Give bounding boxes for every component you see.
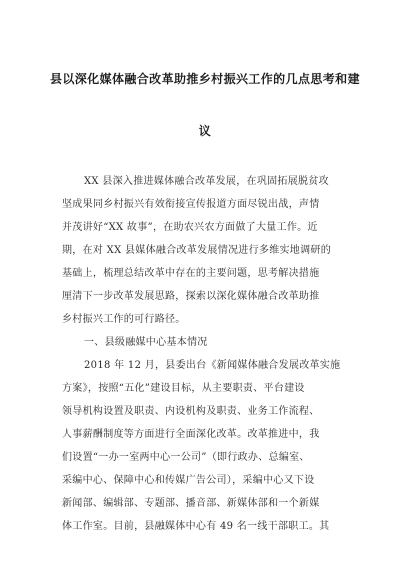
paragraph-line: 厘清下一步改革发展思路，探索以深化媒体融合改革助推 — [62, 291, 320, 302]
document-title-line-1: 县以深化媒体融合改革助推乡村振兴工作的几点思考和建 — [49, 72, 360, 86]
paragraph-line: 2018 年 12 月，县委出台《新闻媒体融合发展改革实施 — [84, 360, 341, 371]
paragraph-line: 领导机构设置及职责、内设机构及职责、业务工作流程、 — [62, 406, 320, 417]
paragraph-line: 们设置“一办一室两中心一公司”（即行政办、总编室、 — [62, 452, 310, 463]
paragraph-line: 基础上，梳理总结改革中存在的主要问题，思考解决措施 — [62, 268, 320, 279]
paragraph-line: 采编中心、保障中心和传媒广告公司），采编中心又下设 — [62, 475, 315, 486]
paragraph-line: 体工作室。目前，县融媒体中心有 49 名一线干部职工。其 — [62, 521, 330, 532]
paragraph-basic-situation — [62, 354, 352, 538]
paragraph-line: 方案》，按照“五化”建设目标，从主要职责、平台建设 — [62, 383, 305, 394]
paragraph-intro — [62, 170, 352, 331]
paragraph-line: XX 县深入推进媒体融合改革发展，在巩固拓展脱贫攻 — [84, 176, 329, 187]
paragraph-line: 乡村振兴工作的可行路径。 — [62, 314, 186, 325]
paragraph-line: 坚成果同乡村振兴有效衔接宣传报道方面尽锐出战，声情 — [62, 199, 320, 210]
document-title-line-2: 议 — [198, 124, 212, 138]
paragraph-line: 人事薪酬制度等方面进行全面深化改革。改革推进中，我 — [62, 429, 320, 440]
paragraph-line: 新闻部、编辑部、专题部、播音部、新媒体部和一个新媒 — [62, 498, 320, 509]
paragraph-line: 并茂讲好“XX 故事”，在助农兴农方面做了大量工作。近 — [62, 222, 318, 233]
section-heading — [62, 331, 352, 354]
section-heading-text: 一、县级融媒中心基本情况 — [84, 337, 208, 348]
paragraph-line: 期，在对 XX 县媒体融合改革发展情况进行多维实地调研的 — [62, 245, 331, 256]
